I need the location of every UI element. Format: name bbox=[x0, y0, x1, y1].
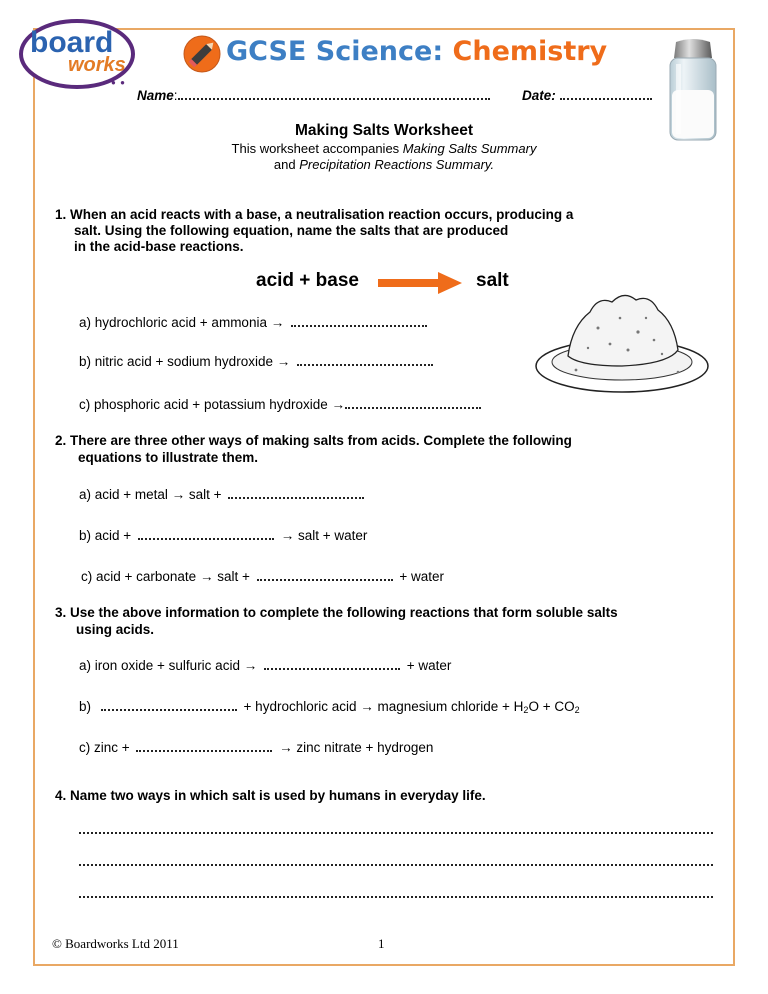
q2b-text-pre: b) acid + bbox=[79, 528, 132, 543]
q1-line-2: salt. Using the following equation, name the salts that are produced bbox=[74, 223, 509, 238]
equation-salt: salt bbox=[476, 270, 509, 291]
q1-line-1: 1. When an acid reacts with a base, a neutralisation reaction occurs, producing a bbox=[55, 207, 574, 222]
name-field[interactable] bbox=[137, 86, 490, 103]
q1a-row bbox=[79, 313, 427, 330]
q3a-text-post: + water bbox=[406, 658, 452, 673]
q1a-blank[interactable] bbox=[291, 313, 427, 327]
date-field[interactable] bbox=[522, 86, 652, 103]
equation-acid-base: acid + base bbox=[256, 270, 359, 291]
q2c-blank[interactable] bbox=[257, 567, 393, 581]
date-blank[interactable] bbox=[560, 86, 652, 100]
subtitle-line-2 bbox=[0, 157, 768, 172]
q3c-text-pre: c) zinc + bbox=[79, 740, 130, 755]
q3c-blank[interactable] bbox=[136, 738, 272, 752]
arrow-icon bbox=[378, 272, 462, 294]
q1c-text: c) phosphoric acid + potassium hydroxide → bbox=[79, 397, 346, 412]
q2-line-1: 2. There are three other ways of making salts from acids. Complete the following bbox=[55, 433, 572, 448]
q2a-blank[interactable] bbox=[228, 485, 364, 499]
logo-dots: ● ● ● bbox=[102, 78, 126, 87]
q4-answer-line-1[interactable] bbox=[79, 820, 713, 834]
q3-line-2: using acids. bbox=[76, 622, 155, 637]
q3b-text-co2: O + CO bbox=[528, 699, 575, 714]
q2c-text-pre: c) acid + carbonate → salt + bbox=[81, 569, 250, 584]
q2b-blank[interactable] bbox=[138, 526, 274, 540]
q3a-text-pre: a) iron oxide + sulfuric acid → bbox=[79, 658, 258, 673]
footer-copyright: © Boardworks Ltd 2011 bbox=[52, 936, 179, 951]
banner-title bbox=[226, 36, 607, 67]
q3b-text-pre: b) bbox=[79, 699, 92, 714]
q2a-row bbox=[79, 485, 364, 502]
q1b-text: b) nitric acid + sodium hydroxide → bbox=[79, 354, 291, 369]
q1-line-3: in the acid-base reactions. bbox=[74, 239, 244, 254]
q3b-row bbox=[79, 697, 580, 715]
q3b-co2-subscript: 2 bbox=[574, 705, 580, 715]
q3-line-1: 3. Use the above information to complete the following reactions that form soluble salts bbox=[55, 605, 618, 620]
q3a-blank[interactable] bbox=[264, 656, 400, 670]
salt-plate-image bbox=[528, 288, 738, 398]
subtitle-ref-2: Precipitation Reactions Summary. bbox=[299, 157, 495, 172]
q1c-row bbox=[79, 395, 481, 412]
q3a-row bbox=[79, 656, 451, 673]
subtitle-ref-1: Making Salts Summary bbox=[402, 141, 537, 156]
q2b-text-post: → salt + water bbox=[280, 528, 368, 543]
q3b-blank[interactable] bbox=[101, 697, 237, 711]
q3b-text-post: + hydrochloric acid → magnesium chloride + H bbox=[243, 699, 524, 714]
subtitle-text-2: and bbox=[273, 157, 300, 172]
q2-line-2: equations to illustrate them. bbox=[78, 450, 259, 465]
subtitle-text-1: This worksheet accompanies bbox=[231, 141, 403, 156]
date-label: Date: bbox=[522, 88, 556, 103]
logo-text-board: board bbox=[30, 26, 114, 59]
q3b-h2o-subscript: 2 bbox=[523, 705, 529, 715]
q3c-text-post: → zinc nitrate + hydrogen bbox=[279, 740, 434, 755]
q1a-text: a) hydrochloric acid + ammonia → bbox=[79, 315, 285, 330]
q4-answer-line-3[interactable] bbox=[79, 884, 713, 898]
footer-page-number: 1 bbox=[378, 936, 385, 951]
q4-answer-line-2[interactable] bbox=[79, 852, 713, 866]
q2c-row bbox=[81, 567, 444, 584]
boardworks-logo bbox=[18, 18, 138, 90]
q1b-row bbox=[79, 352, 433, 369]
worksheet-title: Making Salts Worksheet bbox=[294, 122, 473, 139]
name-label: Name bbox=[137, 88, 174, 103]
logo-text-works: works bbox=[68, 54, 126, 76]
q4-line-1: 4. Name two ways in which salt is used by humans in everyday life. bbox=[55, 788, 486, 803]
q2b-row bbox=[79, 526, 367, 543]
q2c-text-post: + water bbox=[399, 569, 445, 584]
name-colon: : bbox=[173, 88, 178, 103]
q2a-text: a) acid + metal → salt + bbox=[79, 487, 222, 502]
banner-chemistry: Chemistry bbox=[452, 36, 608, 67]
q3c-row bbox=[79, 738, 433, 755]
subtitle-line-1 bbox=[0, 141, 768, 156]
pencil-icon bbox=[182, 34, 222, 74]
q1b-blank[interactable] bbox=[297, 352, 433, 366]
banner-science: GCSE Science: bbox=[226, 36, 444, 67]
name-blank[interactable] bbox=[178, 86, 490, 100]
q1c-blank[interactable] bbox=[345, 395, 481, 409]
